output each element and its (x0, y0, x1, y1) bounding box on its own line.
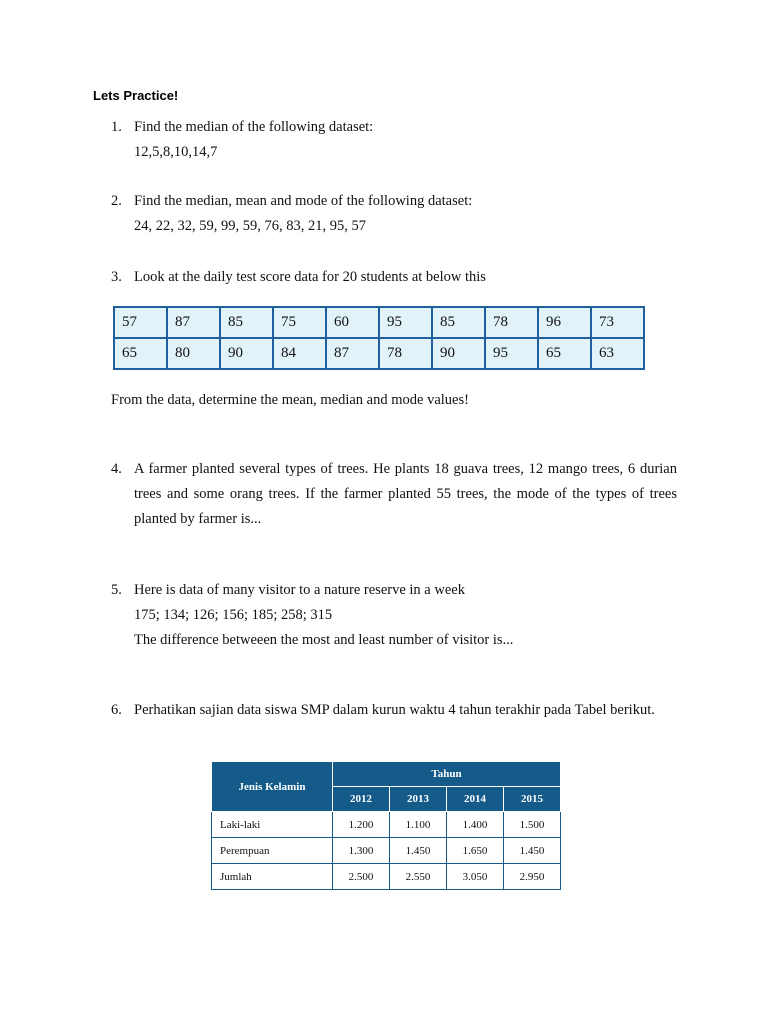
followup-text: From the data, determine the mean, median and mode values! (111, 392, 469, 408)
table-cell: 1.650 (447, 838, 504, 864)
table-cell: 2.500 (333, 864, 390, 890)
table-row (212, 838, 561, 864)
score-cell: 85 (432, 307, 485, 338)
score-cell: 60 (326, 307, 379, 338)
year-header: 2015 (504, 787, 561, 812)
question-text: Perhatikan sajian data siswa SMP dalam kurun waktu 4 tahun terakhir pada Tabel berikut. (134, 702, 655, 718)
year-header: 2012 (333, 787, 390, 812)
question-2 (111, 189, 677, 239)
dataset-values: 175; 134; 126; 156; 185; 258; 315 (134, 607, 333, 623)
row-label: Laki-laki (212, 812, 333, 838)
score-row (114, 338, 644, 369)
table-cell: 1.450 (504, 838, 561, 864)
score-row (114, 307, 644, 338)
score-cell: 73 (591, 307, 644, 338)
student-data-table (211, 761, 561, 890)
score-cell: 63 (591, 338, 644, 369)
question-4 (111, 457, 677, 532)
question-text: Here is data of many visitor to a nature reserve in a week (134, 582, 465, 598)
question-text: Find the median of the following dataset: (134, 119, 374, 135)
score-cell: 65 (538, 338, 591, 369)
header-gender: Jenis Kelamin (212, 762, 333, 812)
table-cell: 1.500 (504, 812, 561, 838)
table-row (212, 812, 561, 838)
score-cell: 90 (220, 338, 273, 369)
question-text: Look at the daily test score data for 20 students at below this (134, 269, 486, 285)
row-label: Jumlah (212, 864, 333, 890)
dataset-values: 12,5,8,10,14,7 (134, 144, 218, 160)
score-cell: 75 (273, 307, 326, 338)
score-cell: 95 (485, 338, 538, 369)
question-6 (111, 698, 677, 723)
question-prompt: The difference betweeen the most and least number of visitor is... (134, 632, 514, 648)
question-number: 6. (111, 702, 122, 718)
question-number: 2. (111, 193, 122, 209)
header-year: Tahun (333, 762, 561, 787)
question-number: 3. (111, 269, 122, 285)
table-cell: 3.050 (447, 864, 504, 890)
dataset-values: 24, 22, 32, 59, 99, 59, 76, 83, 21, 95, 57 (134, 218, 366, 234)
table-cell: 1.450 (390, 838, 447, 864)
question-1 (111, 115, 677, 165)
score-cell: 78 (379, 338, 432, 369)
score-cell: 95 (379, 307, 432, 338)
row-label: Perempuan (212, 838, 333, 864)
table-cell: 1.300 (333, 838, 390, 864)
score-cell: 78 (485, 307, 538, 338)
question-number: 1. (111, 119, 122, 135)
score-cell: 84 (273, 338, 326, 369)
table-cell: 2.950 (504, 864, 561, 890)
question-number: 5. (111, 582, 122, 598)
table-cell: 1.200 (333, 812, 390, 838)
score-cell: 90 (432, 338, 485, 369)
table-cell: 1.400 (447, 812, 504, 838)
score-cell: 80 (167, 338, 220, 369)
year-header: 2013 (390, 787, 447, 812)
score-cell: 65 (114, 338, 167, 369)
question-text: Find the median, mean and mode of the following dataset: (134, 193, 473, 209)
score-cell: 85 (220, 307, 273, 338)
table-cell: 2.550 (390, 864, 447, 890)
page-heading: Lets Practice! (93, 88, 179, 103)
question-text: A farmer planted several types of trees. He plants 18 guava trees, 12 mango trees, 6 durian trees and some orang trees. If the farmer planted 55 trees, the mode of the types of trees planted by farmer is... (134, 461, 677, 527)
score-cell: 96 (538, 307, 591, 338)
score-cell: 57 (114, 307, 167, 338)
score-cell: 87 (326, 338, 379, 369)
score-table (113, 306, 645, 370)
table-cell: 1.100 (390, 812, 447, 838)
score-cell: 87 (167, 307, 220, 338)
year-header: 2014 (447, 787, 504, 812)
table-row (212, 864, 561, 890)
question-number: 4. (111, 461, 122, 477)
question-3 (111, 265, 677, 290)
question-5 (111, 578, 677, 653)
question-3-followup (111, 388, 677, 413)
